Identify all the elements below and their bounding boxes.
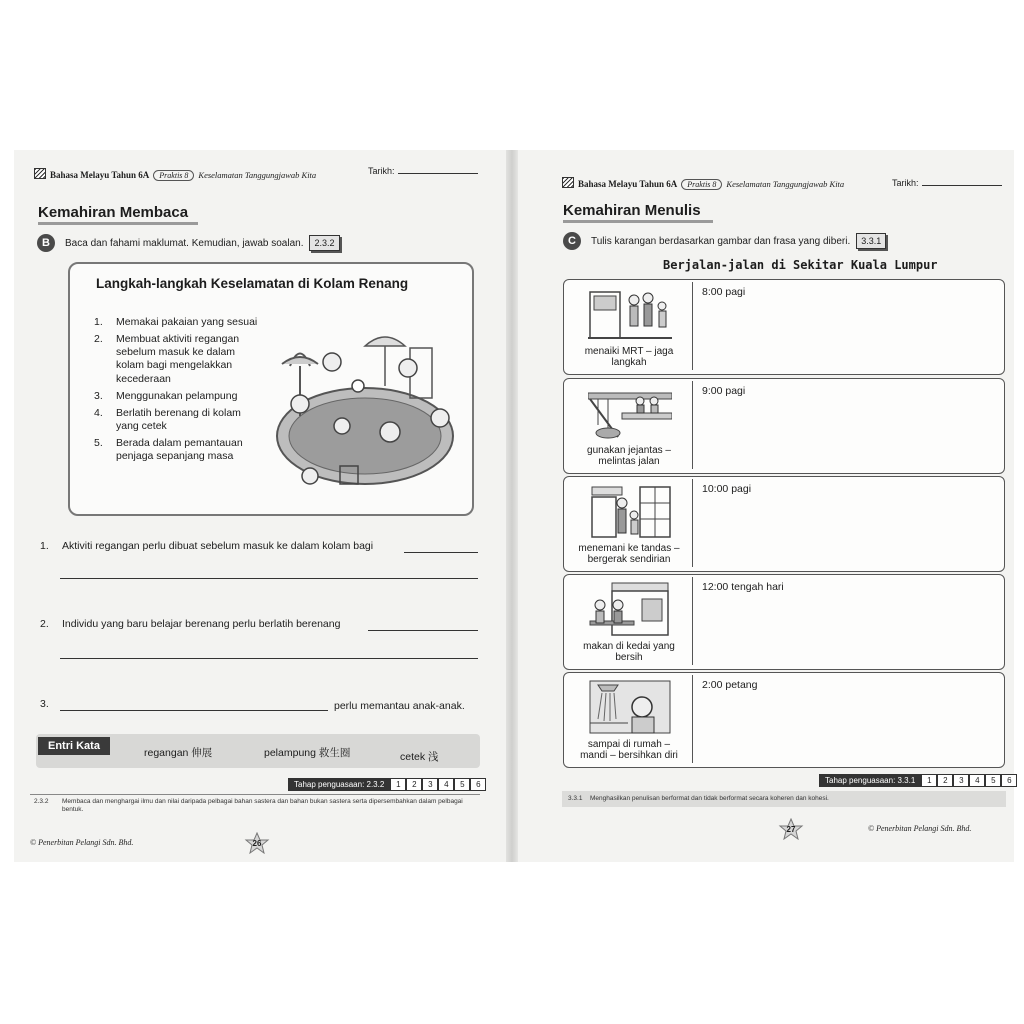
entri-chinese: 伸展 — [191, 747, 213, 759]
tahap-penguasaan — [819, 774, 1017, 787]
footnote-text: Menghasilkan penulisan berformat dan tidak berformat secara koheren dan kohesi. — [590, 795, 829, 802]
entri-kata-label: Entri Kata — [38, 737, 110, 755]
tahap-label: Tahap penguasaan: 2.3.2 — [288, 778, 390, 791]
answer-line[interactable] — [60, 578, 478, 579]
overhead-bridge-illustration — [588, 385, 672, 441]
picture-caption — [566, 739, 692, 761]
header-book: Bahasa Melayu Tahun 6A — [50, 170, 150, 180]
left-tarikh — [368, 166, 478, 176]
step-number: 1. — [94, 316, 103, 328]
composition-row — [563, 574, 1005, 670]
answer-line[interactable] — [60, 710, 328, 711]
caption-line: sampai di rumah – — [587, 739, 671, 750]
book-spine — [506, 150, 518, 862]
tahap-level[interactable]: 4 — [969, 774, 985, 787]
step-number: 4. — [94, 406, 103, 419]
caption-line: mandi – bersihkan diri — [580, 750, 678, 761]
page-number: 26 — [252, 839, 262, 848]
info-box — [68, 262, 474, 516]
mrt-illustration — [588, 286, 672, 342]
tahap-level[interactable]: 6 — [470, 778, 486, 791]
book-icon — [34, 168, 46, 179]
tahap-level[interactable]: 3 — [953, 774, 969, 787]
caption-line: makan di kedai yang — [583, 641, 675, 652]
answer-line[interactable] — [60, 658, 478, 659]
list-item — [94, 333, 264, 386]
tarikh-label: Tarikh: — [368, 166, 395, 176]
instruction-text: Tulis karangan berdasarkan gambar dan frasa yang diberi. — [591, 235, 851, 247]
right-tarikh — [892, 178, 1002, 188]
book-icon — [562, 177, 574, 188]
row-time: 12:00 tengah hari — [702, 581, 784, 593]
question-1 — [40, 540, 373, 552]
row-time: 9:00 pagi — [702, 385, 746, 397]
list-item — [94, 390, 264, 403]
step-text: Membuat aktiviti regangan sebelum masuk ke dalam kolam bagi mengelakkan kecederaan — [116, 333, 240, 385]
caption-line: menemani ke tandas – — [578, 543, 680, 554]
instruction-row — [563, 232, 886, 250]
question-text: Individu yang baru belajar berenang perlu berlatih berenang — [62, 618, 341, 630]
tahap-level[interactable]: 1 — [390, 778, 406, 791]
question-text: Aktiviti regangan perlu dibuat sebelum masuk ke dalam kolam bagi — [62, 540, 374, 552]
tahap-level[interactable]: 5 — [985, 774, 1001, 787]
header-praktis: Praktis 8 — [153, 170, 194, 181]
left-header — [34, 168, 316, 181]
list-item — [94, 316, 264, 329]
footnote-code: 2.3.2 — [34, 798, 49, 805]
entri-item — [264, 745, 350, 760]
picture-caption — [566, 543, 692, 565]
skill-code: 3.3.1 — [856, 233, 886, 249]
list-item — [94, 407, 264, 433]
picture-cell — [566, 675, 693, 763]
caption-line: menaiki MRT – jaga — [584, 346, 674, 357]
caption-line: melintas jalan — [598, 456, 660, 467]
pool-illustration — [270, 326, 460, 496]
question-3-text: perlu memantau anak-anak. — [334, 700, 465, 712]
skill-code: 2.3.2 — [309, 235, 339, 251]
right-footnote — [568, 795, 1004, 803]
composition-row — [563, 378, 1005, 474]
picture-cell — [566, 577, 693, 665]
header-topic: Keselamatan Tanggungjawab Kita — [198, 170, 317, 180]
caption-line: bergerak sendirian — [587, 554, 671, 565]
section-badge: C — [563, 232, 581, 250]
footnote-code: 3.3.1 — [568, 795, 583, 802]
step-number: 3. — [94, 389, 103, 402]
header-book: Bahasa Melayu Tahun 6A — [578, 179, 678, 189]
tahap-level[interactable]: 3 — [422, 778, 438, 791]
list-item — [94, 437, 264, 463]
section-title: Kemahiran Menulis — [563, 202, 713, 223]
info-box-title: Langkah-langkah Keselamatan di Kolam Renang — [96, 276, 409, 291]
tahap-level[interactable]: 2 — [406, 778, 422, 791]
picture-cell — [566, 479, 693, 567]
row-time: 2:00 petang — [702, 679, 758, 691]
right-copyright: © Penerbitan Pelangi Sdn. Bhd. — [868, 824, 972, 833]
composition-row — [563, 672, 1005, 768]
header-topic: Keselamatan Tanggungjawab Kita — [726, 179, 845, 189]
picture-caption — [566, 445, 692, 467]
tahap-penguasaan — [288, 778, 486, 791]
composition-row — [563, 279, 1005, 375]
page-number: 27 — [786, 825, 796, 834]
left-copyright: © Penerbitan Pelangi Sdn. Bhd. — [30, 838, 134, 847]
question-3-number: 3. — [40, 698, 49, 710]
tahap-level[interactable]: 2 — [937, 774, 953, 787]
entri-word: pelampung — [264, 747, 316, 759]
tahap-level[interactable]: 6 — [1001, 774, 1017, 787]
composition-row — [563, 476, 1005, 572]
tahap-level[interactable]: 4 — [438, 778, 454, 791]
page-number-26 — [244, 832, 270, 854]
question-number: 1. — [40, 540, 49, 552]
row-time: 10:00 pagi — [702, 483, 752, 495]
entri-item — [400, 749, 439, 764]
entri-word: regangan — [144, 747, 189, 759]
picture-cell — [566, 381, 693, 469]
picture-caption — [566, 641, 692, 663]
answer-line[interactable] — [368, 630, 478, 631]
tahap-level[interactable]: 5 — [454, 778, 470, 791]
caption-line: bersih — [615, 652, 643, 663]
instruction-text: Baca dan fahami maklumat. Kemudian, jawab soalan. — [65, 237, 304, 249]
step-text: Menggunakan pelampung — [116, 389, 238, 402]
entri-item — [144, 745, 212, 760]
step-number: 2. — [94, 333, 103, 346]
footnote-divider — [30, 794, 480, 795]
step-text: Berada dalam pemantauan penjaga sepanjang masa — [116, 437, 243, 463]
footnote-text: Membaca dan menghargai ilmu dan nilai daripada pelbagai bahan sastera dan bahan bukan sastera serta dipersembahkan dalam pelbagai bentuk. — [62, 798, 463, 813]
picture-caption — [566, 346, 692, 368]
page-number-27 — [778, 818, 804, 840]
section-title: Kemahiran Membaca — [38, 204, 198, 225]
right-header — [562, 177, 844, 190]
step-text: Memakai pakaian yang sesuai — [116, 316, 258, 328]
composition-title: Berjalan-jalan di Sekitar Kuala Lumpur — [663, 258, 938, 272]
tahap-label: Tahap penguasaan: 3.3.1 — [819, 774, 921, 787]
tarikh-label: Tarikh: — [892, 178, 919, 188]
step-text: Berlatih berenang di kolam yang cetek — [116, 406, 241, 432]
caption-line: gunakan jejantas – — [587, 445, 671, 456]
caption-line: langkah — [611, 357, 647, 368]
picture-cell — [566, 282, 693, 370]
toilet-illustration — [588, 483, 672, 539]
entri-chinese: 浅 — [428, 751, 439, 763]
tarikh-line[interactable] — [398, 173, 478, 174]
header-praktis: Praktis 8 — [681, 179, 722, 190]
answer-line[interactable] — [404, 552, 478, 553]
left-footnote — [34, 798, 480, 814]
step-number: 5. — [94, 437, 103, 449]
shower-illustration — [588, 679, 672, 735]
tarikh-line[interactable] — [922, 185, 1002, 186]
safety-steps — [94, 316, 264, 467]
entri-chinese: 救生圈 — [318, 747, 351, 759]
tahap-level[interactable]: 1 — [921, 774, 937, 787]
section-badge: B — [37, 234, 55, 252]
entri-word: cetek — [400, 751, 426, 763]
instruction-row — [37, 234, 340, 252]
question-number: 2. — [40, 618, 49, 630]
row-time: 8:00 pagi — [702, 286, 746, 298]
restaurant-illustration — [588, 581, 672, 637]
question-2 — [40, 618, 340, 630]
